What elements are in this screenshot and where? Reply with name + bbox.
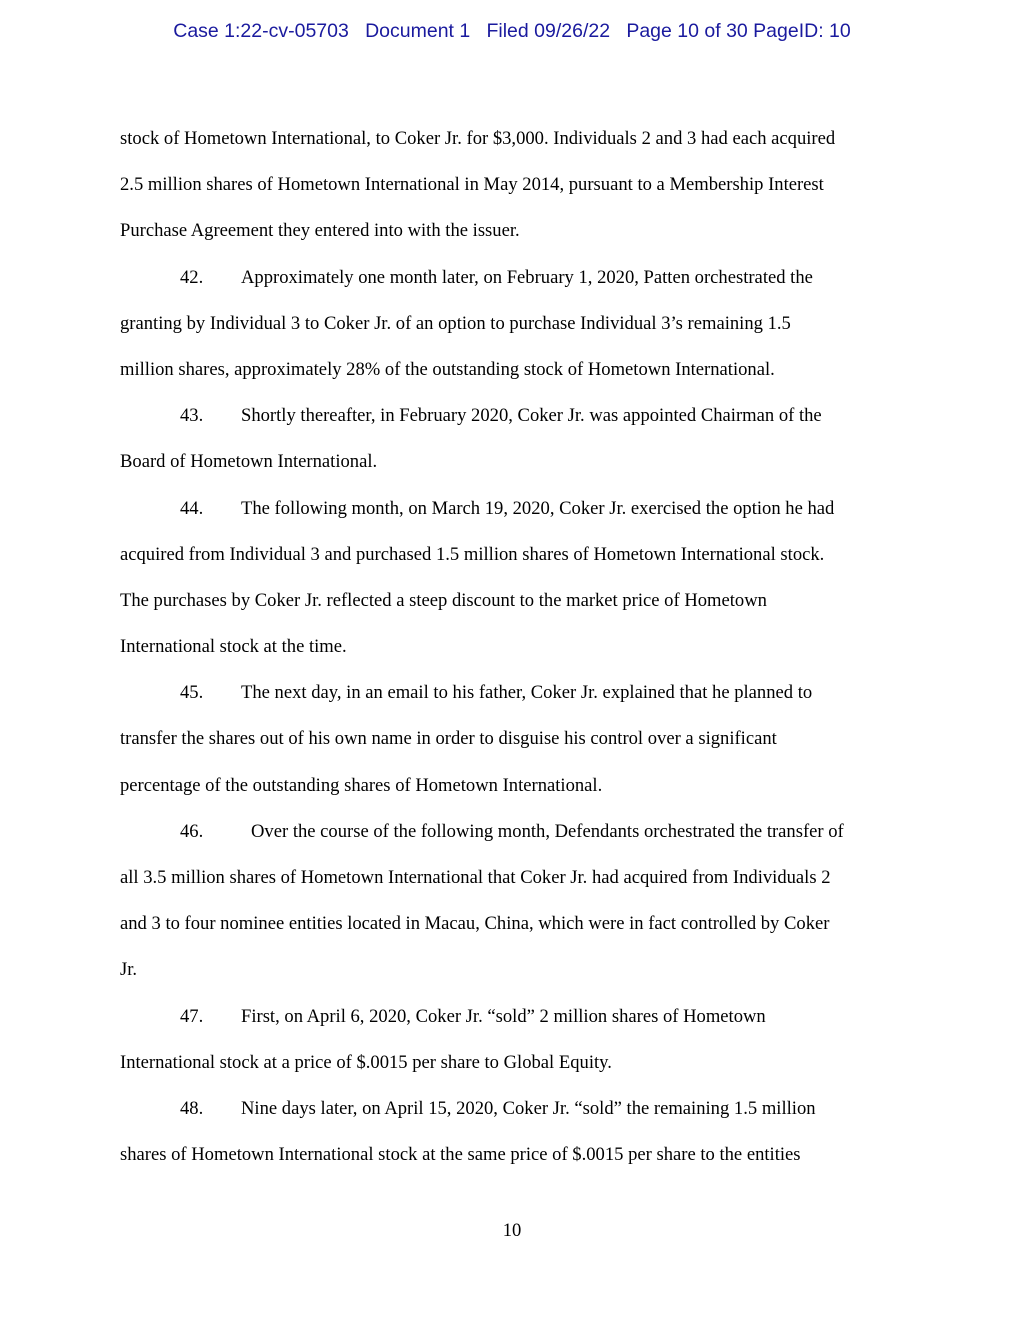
paragraph-line: transfer the shares out of his own name in order to disguise his control over a significant — [120, 728, 777, 750]
case-header-stamp: Case 1:22-cv-05703 Document 1 Filed 09/26/22 Page 10 of 30 PageID: 10 — [173, 20, 851, 42]
continuation-line: stock of Hometown International, to Coker Jr. for $3,000. Individuals 2 and 3 had each acquired — [120, 128, 836, 149]
paragraph-line: International stock at a price of $.0015 per share to Global Equity. — [120, 1051, 612, 1073]
paragraph-text: First, on April 6, 2020, Coker Jr. “sold” 2 million shares of Hometown — [241, 1005, 766, 1027]
page-number: 10 — [502, 1220, 522, 1241]
paragraph-number: 44. — [180, 497, 204, 519]
paragraph-line: Board of Hometown International. — [120, 451, 378, 473]
paragraph-first-line — [120, 994, 910, 1040]
paragraph-number: 45. — [180, 682, 204, 704]
paragraph-first-line — [120, 670, 910, 716]
paragraph-line: International stock at the time. — [120, 636, 347, 658]
paragraph-line: percentage of the outstanding shares of Hometown International. — [120, 774, 603, 796]
continuation-line: 2.5 million shares of Hometown International in May 2014, pursuant to a Membership Interest — [120, 174, 824, 196]
paragraph-first-line — [120, 255, 910, 301]
paragraph-number: 47. — [180, 1005, 204, 1027]
paragraph-text: The next day, in an email to his father, Coker Jr. explained that he planned to — [241, 682, 813, 704]
paragraph-number: 42. — [180, 266, 204, 288]
paragraph-text: Over the course of the following month, Defendants orchestrated the transfer of — [251, 820, 844, 842]
document-body — [120, 116, 910, 1178]
paragraph-line: all 3.5 million shares of Hometown International that Coker Jr. had acquired from Individuals 2 — [120, 867, 831, 888]
paragraph-first-line — [120, 486, 910, 532]
paragraph-48 — [120, 1086, 910, 1178]
paragraph-number: 46. — [180, 820, 204, 842]
paragraph-line: million shares, approximately 28% of the outstanding stock of Hometown International. — [120, 358, 775, 380]
paragraph-line: Jr. — [120, 959, 138, 981]
paragraph-text: The following month, on March 19, 2020, Coker Jr. exercised the option he had — [241, 497, 835, 519]
paragraph-line: granting by Individual 3 to Coker Jr. of an option to purchase Individual 3’s remaining 1.5 — [120, 312, 791, 334]
paragraph-42 — [120, 255, 910, 394]
paragraph-line: acquired from Individual 3 and purchased 1.5 million shares of Hometown International stock. — [120, 543, 825, 565]
paragraph-text: Shortly thereafter, in February 2020, Coker Jr. was appointed Chairman of the — [241, 405, 822, 427]
paragraph-46 — [120, 809, 910, 994]
paragraph-number: 48. — [180, 1097, 204, 1119]
paragraph-47 — [120, 994, 910, 1086]
paragraph-45 — [120, 670, 910, 809]
paragraph-43 — [120, 393, 910, 485]
paragraph-first-line — [120, 809, 910, 855]
paragraph-first-line — [120, 393, 910, 439]
paragraph-number: 43. — [180, 405, 204, 427]
paragraph-line: shares of Hometown International stock at the same price of $.0015 per share to the entities — [120, 1144, 801, 1166]
paragraph-text: Nine days later, on April 15, 2020, Coker Jr. “sold” the remaining 1.5 million — [241, 1097, 816, 1119]
paragraph-first-line — [120, 1086, 910, 1132]
paragraph-line: and 3 to four nominee entities located in Macau, China, which were in fact controlled by Coker — [120, 913, 830, 935]
paragraph-line: The purchases by Coker Jr. reflected a steep discount to the market price of Hometown — [120, 589, 767, 611]
continuation-line: Purchase Agreement they entered into with the issuer. — [120, 220, 520, 242]
paragraph-44 — [120, 486, 910, 671]
paragraph-text: Approximately one month later, on February 1, 2020, Patten orchestrated the — [241, 266, 813, 288]
